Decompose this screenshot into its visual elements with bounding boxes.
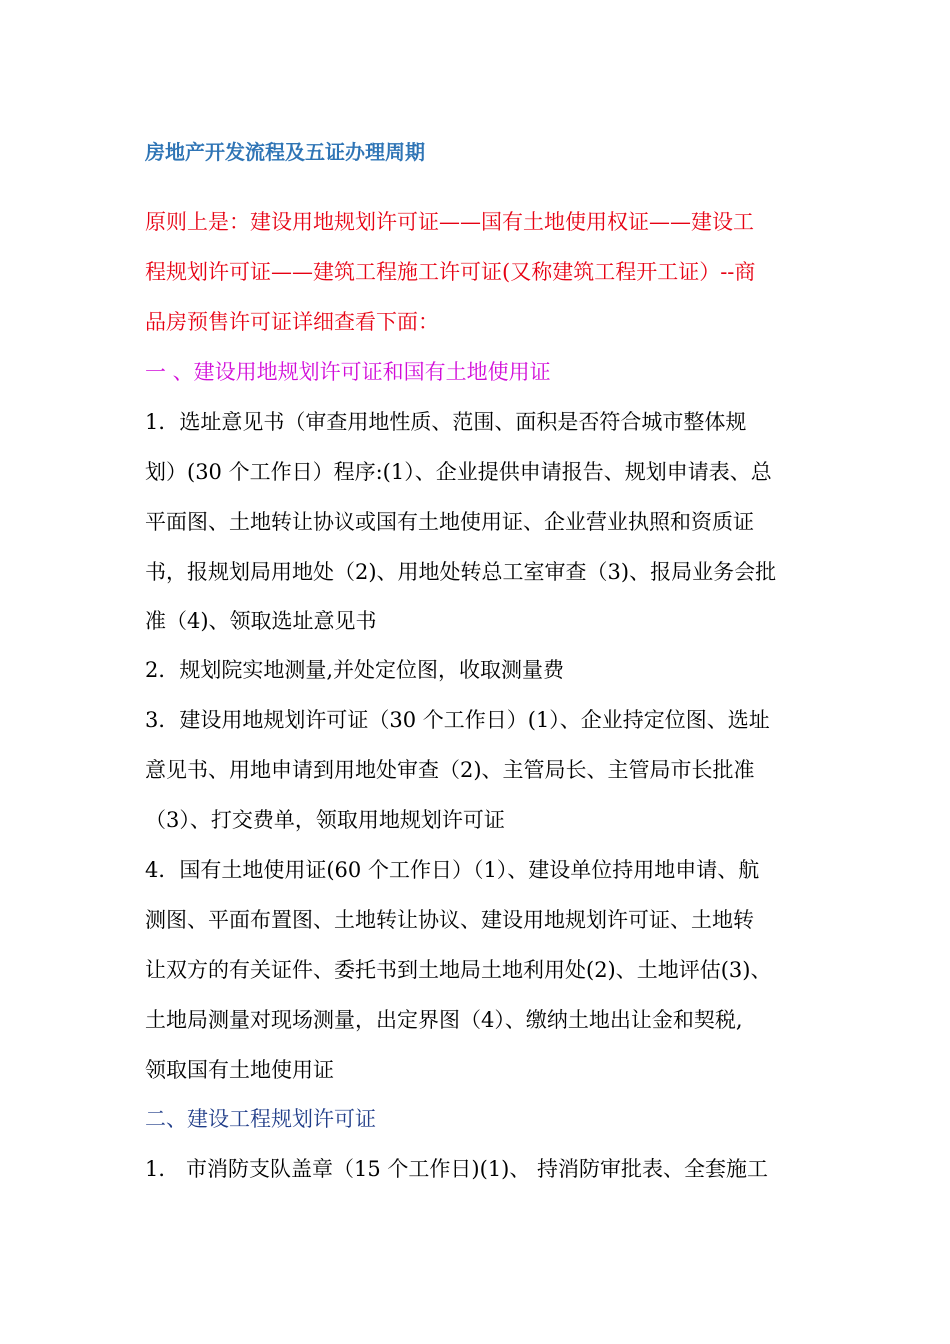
section1-line-12: 让双方的有关证件、委托书到土地局土地利用处(2)、土地评估(3)、 [145, 958, 772, 982]
section1-line-5: 准（4)、领取选址意见书 [145, 609, 377, 633]
section1-line-13: 土地局测量对现场测量，出定界图（4）、缴纳土地出让金和契税, [145, 1008, 743, 1032]
section1-line-9: （3）、打交费单，领取用地规划许可证 [145, 808, 505, 832]
section1-line-8: 意见书、用地申请到用地处审查（2)、主管局长、主管局市长批准 [145, 758, 755, 782]
principle-line-2: 程规划许可证——建筑工程施工许可证(又称建筑工程开工证）--商 [145, 260, 756, 284]
section1-heading: 一 、建设用地规划许可证和国有土地使用证 [145, 360, 551, 384]
section2-heading: 二、建设工程规划许可证 [145, 1107, 376, 1131]
section1-line-11: 测图、平面布置图、土地转让协议、建设用地规划许可证、土地转 [145, 908, 754, 932]
section1-line-10: 4．国有土地使用证(60 个工作日）（1）、建设单位持用地申请、航 [145, 858, 760, 882]
section2-line-1: 1． 市消防支队盖章（15 个工作日)(1)、 持消防审批表、全套施工 [145, 1157, 769, 1181]
document-title: 房地产开发流程及五证办理周期 [145, 140, 425, 164]
section1-line-14: 领取国有土地使用证 [145, 1058, 334, 1082]
section1-line-6: 2．规划院实地测量,并处定位图，收取测量费 [145, 658, 565, 682]
section1-line-1: 1．选址意见书（审查用地性质、范围、面积是否符合城市整体规 [145, 410, 747, 434]
principle-line-3: 品房预售许可证详细查看下面： [145, 310, 439, 334]
principle-line-1: 原则上是：建设用地规划许可证——国有土地使用权证——建设工 [145, 210, 754, 234]
section1-line-3: 平面图、土地转让协议或国有土地使用证、企业营业执照和资质证 [145, 510, 754, 534]
section1-line-7: 3．建设用地规划许可证（30 个工作日）(1）、企业持定位图、选址 [145, 708, 770, 732]
section1-line-2: 划）(30 个工作日）程序:(1）、企业提供申请报告、规划申请表、总 [145, 460, 772, 484]
section1-line-4: 书，报规划局用地处（2)、用地处转总工室审查（3)、报局业务会批 [145, 560, 777, 584]
